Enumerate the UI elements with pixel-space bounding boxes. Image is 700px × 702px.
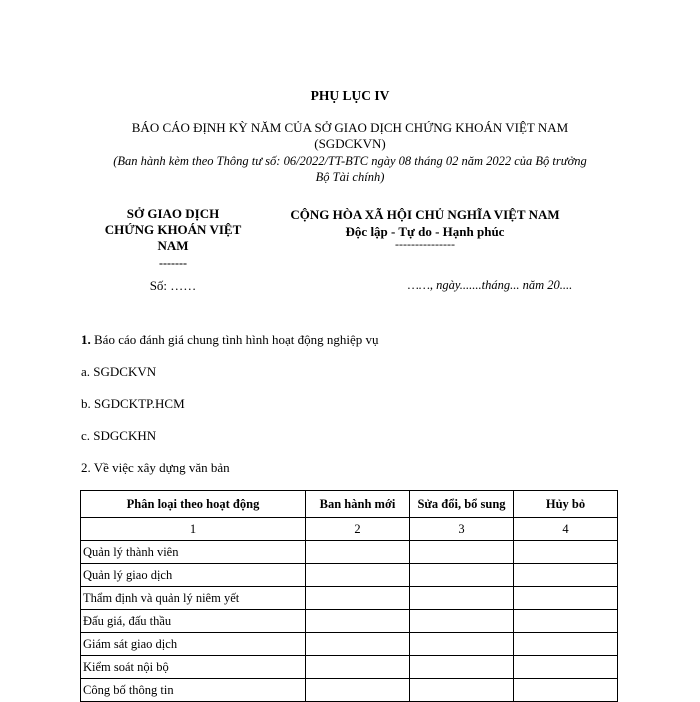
table-number-row [81,518,618,541]
appendix-title: PHỤ LỤC IV [310,88,390,103]
table-cell [306,610,410,633]
table-cell [306,679,410,702]
section-2-heading: 2. Về việc xây dựng văn bản [81,460,230,475]
row-label: Đấu giá, đấu thầu [81,610,306,633]
col-number: 2 [306,518,410,541]
table-cell [514,656,618,679]
national-motto: Độc lập - Tự do - Hạnh phúc [345,224,505,239]
col-number: 1 [81,518,306,541]
table-row [81,610,618,633]
issuer-name [88,206,258,254]
row-label: Quản lý giao dịch [81,564,306,587]
row-label: Công bố thông tin [81,679,306,702]
header-new: Ban hành mới [306,491,410,518]
table-cell [306,564,410,587]
table-cell [514,610,618,633]
issued-note [80,153,620,185]
table-row [81,679,618,702]
table-cell [410,679,514,702]
issued-note-line2: Bộ Tài chính) [315,170,385,184]
row-label: Thẩm định và quản lý niêm yết [81,587,306,610]
header-amended: Sửa đổi, bổ sung [410,491,514,518]
national-heading [270,206,580,240]
table-cell [306,587,410,610]
table-cell [306,541,410,564]
issuer-line1: SỞ GIAO DỊCH [126,206,220,221]
table-cell [410,656,514,679]
issuer-line2: CHỨNG KHOÁN VIỆT [104,222,242,237]
section-1-text: Báo cáo đánh giá chung tình hình hoạt động nghiệp vụ [90,332,379,347]
table-cell [514,541,618,564]
col-number: 3 [410,518,514,541]
report-abbreviation: (SGDCKVN) [314,136,386,151]
table-cell [514,587,618,610]
document-table [80,490,618,702]
section-1-number: 1. [81,332,91,347]
table-cell [410,633,514,656]
table-row [81,656,618,679]
issuer-divider: ------- [159,256,187,270]
section-1b: b. SGDCKTP.HCM [81,396,185,411]
table-row [81,587,618,610]
table-row [81,633,618,656]
table-row [81,541,618,564]
issuer-line3: NAM [157,238,189,253]
section-1-heading [81,332,379,348]
section-1a: a. SGDCKVN [81,364,157,379]
table-cell [514,679,618,702]
header-repealed: Hủy bỏ [514,491,618,518]
issued-note-line1: (Ban hành kèm theo Thông tư số: 06/2022/TT-BTC ngày 08 tháng 02 năm 2022 của Bộ trưởng [113,154,587,168]
table-cell [306,633,410,656]
table-cell [410,587,514,610]
table-row [81,564,618,587]
report-title: BÁO CÁO ĐỊNH KỲ NĂM CỦA SỞ GIAO DỊCH CHỨNG KHOÁN VIỆT NAM [131,120,569,135]
header-category: Phân loại theo hoạt động [81,491,306,518]
row-label: Giám sát giao dịch [81,633,306,656]
table-cell [514,633,618,656]
table-cell [306,656,410,679]
table-header-row [81,491,618,518]
table-cell [410,564,514,587]
section-1c: c. SDGCKHN [81,428,157,443]
row-label: Kiểm soát nội bộ [81,656,306,679]
table-cell [410,541,514,564]
table-cell [410,610,514,633]
document-number: Số: …… [149,278,197,293]
col-number: 4 [514,518,618,541]
motto-divider: --------------- [395,237,455,251]
row-label: Quản lý thành viên [81,541,306,564]
document-date: ……, ngày.......tháng... năm 20.... [407,278,573,292]
national-name: CỘNG HÒA XÃ HỘI CHỦ NGHĨA VIỆT NAM [290,207,560,222]
table-cell [514,564,618,587]
